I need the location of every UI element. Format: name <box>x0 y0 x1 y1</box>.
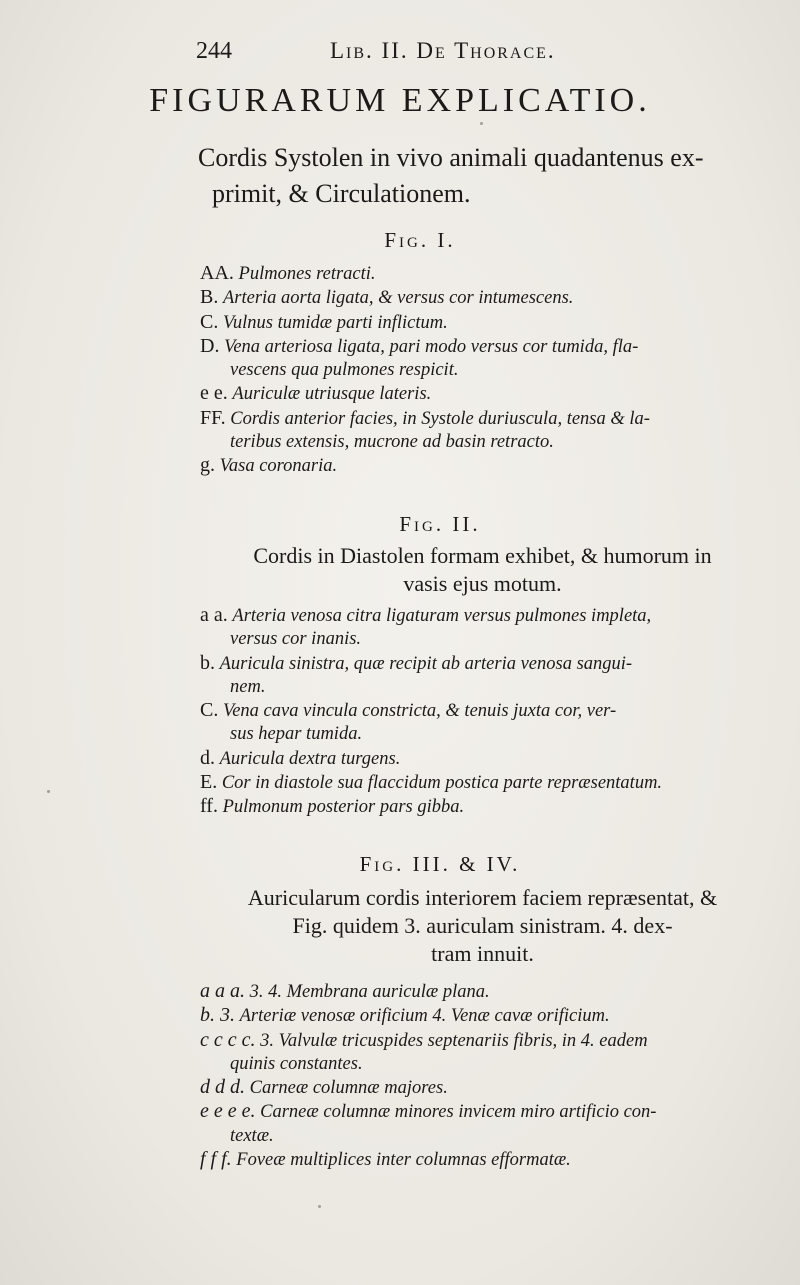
legend-key: ff. <box>200 795 218 818</box>
legend-entry <box>200 699 765 747</box>
fig2-desc-line: vasis ejus motum. <box>403 571 562 596</box>
legend-key: C. <box>200 310 219 333</box>
legend-key: a a. <box>200 604 228 626</box>
fig2-legend <box>200 604 765 820</box>
fig2-description <box>200 542 765 598</box>
legend-text: teribus extensis, mucrone ad basin retracto. <box>230 432 554 453</box>
legend-text: nem. <box>230 676 266 697</box>
legend-key: e e e e. <box>200 1100 256 1123</box>
legend-entry <box>200 771 765 795</box>
legend-entry <box>200 1004 765 1028</box>
legend-entry <box>200 335 765 383</box>
legend-key: g. <box>200 454 215 477</box>
legend-entry <box>200 795 765 819</box>
legend-key: f f f. <box>200 1148 232 1171</box>
legend-key: e e. <box>200 382 228 405</box>
legend-text: Auriculæ utriusque lateris. <box>232 384 432 405</box>
fig34-desc-line: Auricularum cordis interiorem faciem repræsentat, & <box>247 885 718 910</box>
ink-speck <box>47 790 50 793</box>
legend-text: Arteriæ venosæ orificium 4. Venæ cavæ orificium. <box>239 1006 610 1027</box>
legend-key: d d d. <box>200 1076 245 1099</box>
legend-key: FF. <box>200 406 226 429</box>
fig34-desc-line: Fig. quidem 3. auriculam sinistram. 4. dex- <box>292 913 673 938</box>
legend-entry <box>200 1029 765 1077</box>
legend-entry <box>200 454 765 478</box>
legend-entry <box>200 1148 765 1172</box>
running-head: Lib. II. De Thorace. <box>330 38 556 63</box>
legend-text: versus cor inanis. <box>230 629 362 650</box>
legend-text: Cor in diastole sua flaccidum postica parte repræsentatum. <box>221 773 663 794</box>
legend-text: Pulmonum posterior pars gibba. <box>222 797 465 818</box>
legend-entry <box>200 1076 765 1100</box>
legend-text: Pulmones retracti. <box>238 264 376 284</box>
legend-text: textæ. <box>230 1125 274 1146</box>
legend-key: B. <box>200 286 219 309</box>
legend-text: Vena cava vincula constricta, & tenuis juxta cor, ver- <box>222 701 617 722</box>
ink-speck <box>480 122 483 125</box>
page-number: 244 <box>196 38 232 64</box>
legend-text: sus hepar tumida. <box>230 724 363 745</box>
ink-speck <box>318 1205 321 1208</box>
legend-entry <box>200 604 765 652</box>
legend-text: vescens qua pulmones respicit. <box>230 360 459 381</box>
fig34-description <box>200 884 765 968</box>
fig34-desc-line: tram innuit. <box>431 941 534 966</box>
legend-text: Arteria venosa citra ligaturam versus pulmones impleta, <box>232 606 652 626</box>
legend-key: b. <box>200 651 215 674</box>
legend-entry <box>200 747 765 771</box>
legend-entry <box>200 407 765 455</box>
legend-key: b. 3. <box>200 1004 235 1027</box>
legend-entry <box>200 382 765 406</box>
legend-entry <box>200 652 765 700</box>
fig2-desc-line: Cordis in Diastolen formam exhibet, & humorum in <box>253 543 712 568</box>
legend-key: a a a. <box>200 980 245 1002</box>
legend-text: Vasa coronaria. <box>219 456 338 477</box>
fig1-heading: Fig. I. <box>384 228 456 252</box>
legend-key: AA. <box>200 262 234 284</box>
legend-entry <box>200 1100 765 1148</box>
legend-text: Auricula sinistra, quæ recipit ab arteria venosa sangui- <box>219 653 633 674</box>
legend-text: 3. Valvulæ tricuspides septenariis fibris, in 4. eadem <box>260 1030 648 1051</box>
legend-key: d. <box>200 746 215 769</box>
legend-key: E. <box>200 771 218 794</box>
legend-key: C. <box>200 699 219 722</box>
intro-line: Cordis Systolen in vivo animali quadantenus ex- <box>198 143 704 172</box>
legend-key: c c c c. <box>200 1028 256 1051</box>
fig34-heading: Fig. III. & IV. <box>359 852 521 876</box>
legend-entry <box>200 262 765 286</box>
legend-entry <box>200 311 765 335</box>
legend-text: Cordis anterior facies, in Systole duriuscula, tensa & la- <box>230 408 650 429</box>
fig2-heading: Fig. II. <box>399 512 481 536</box>
legend-entry <box>200 980 765 1004</box>
legend-text: quinis constantes. <box>230 1053 363 1074</box>
page-title: FIGURARUM EXPLICATIO. <box>149 82 651 119</box>
fig34-legend <box>200 980 765 1172</box>
legend-text: Carneæ columnæ minores invicem miro artificio con- <box>260 1102 657 1123</box>
intro-line: primit, & Circulationem. <box>212 179 471 208</box>
fig1-legend <box>200 262 765 479</box>
legend-text: 3. 4. Membrana auriculæ plana. <box>249 982 490 1002</box>
legend-text: Auricula dextra turgens. <box>219 748 401 769</box>
page-header <box>196 38 680 70</box>
legend-text: Vena arteriosa ligata, pari modo versus cor tumida, fla- <box>224 336 639 357</box>
legend-text: Carneæ columnæ majores. <box>249 1078 448 1099</box>
legend-entry <box>200 286 765 310</box>
intro-paragraph <box>198 140 768 212</box>
legend-text: Foveæ multiplices inter columnas efformatæ. <box>236 1150 571 1171</box>
legend-text: Arteria aorta ligata, & versus cor intumescens. <box>222 288 574 309</box>
legend-key: D. <box>200 334 220 357</box>
legend-text: Vulnus tumidæ parti inflictum. <box>222 312 448 333</box>
